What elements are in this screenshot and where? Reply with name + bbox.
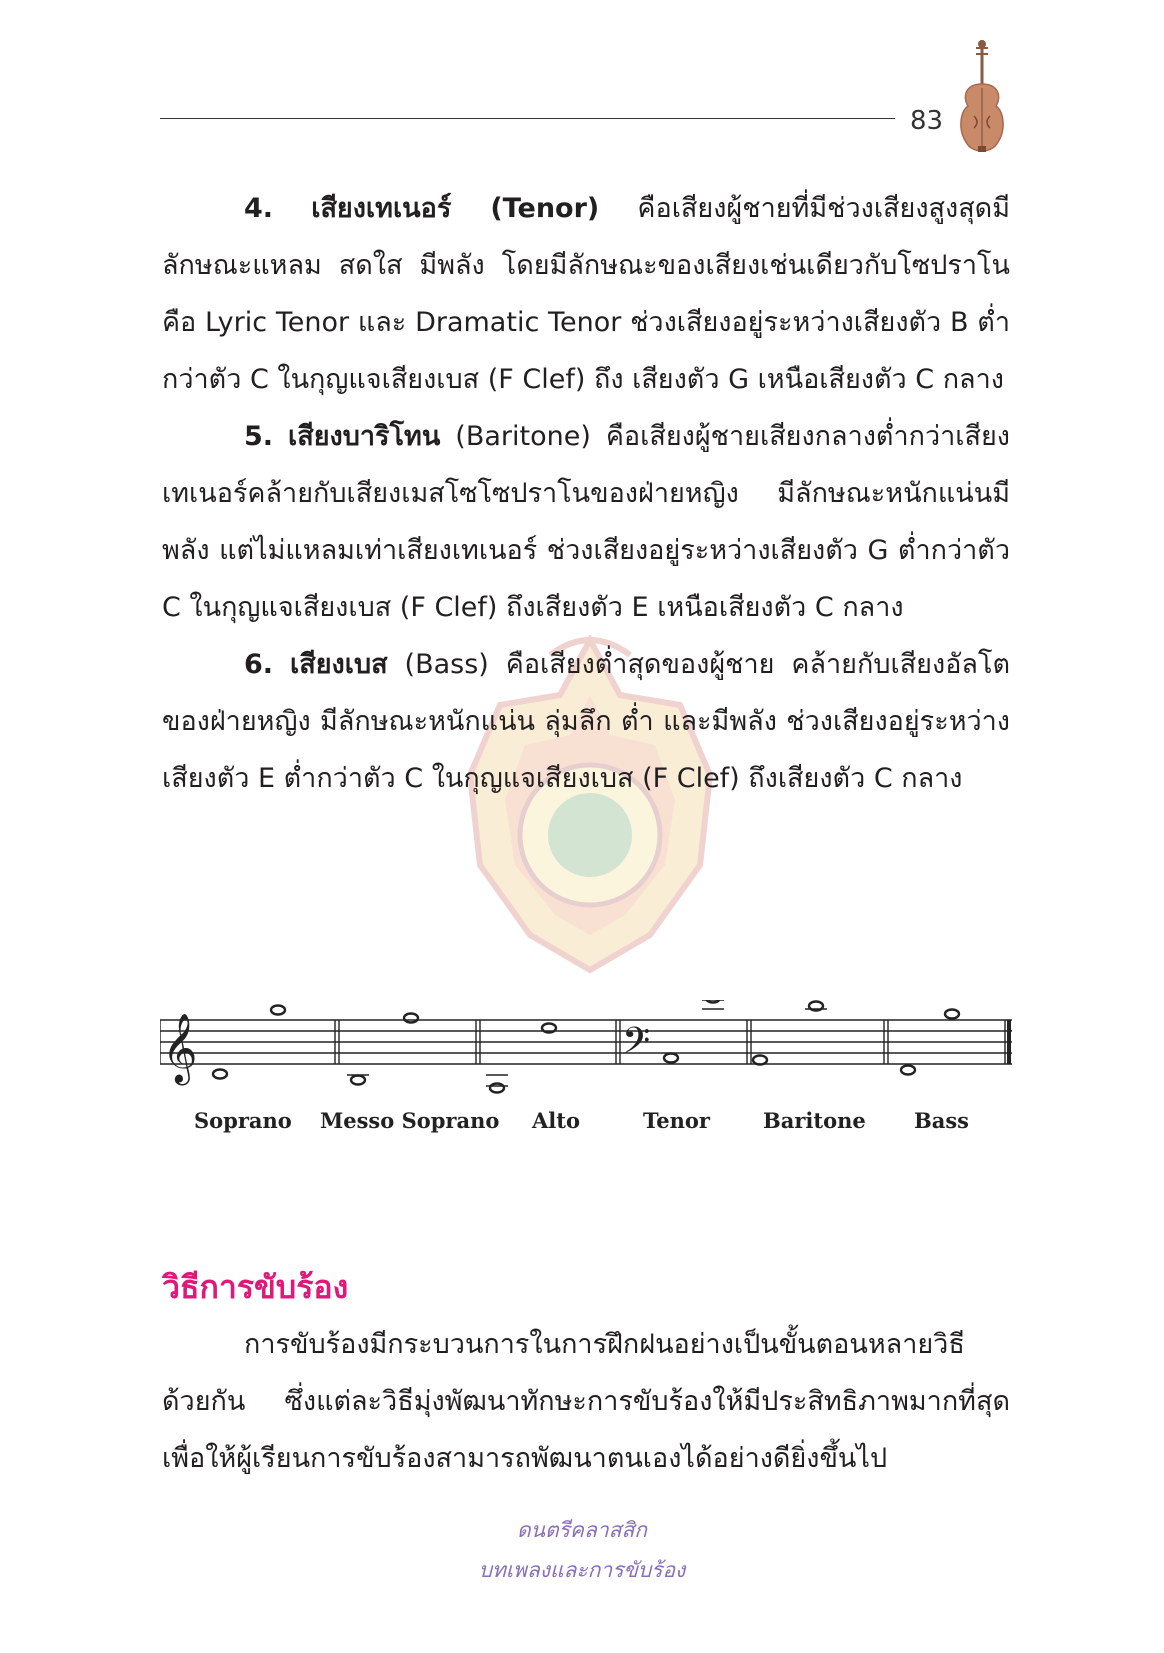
- range-label-baritone: Baritone: [763, 1108, 866, 1133]
- item-number: 6.: [244, 649, 274, 680]
- footer-line-2: บทเพลงและการขับร้อง: [478, 1558, 686, 1582]
- violin-icon: [952, 38, 1012, 166]
- range-label-alto: Alto: [532, 1108, 580, 1133]
- range-notes: [213, 1000, 959, 1093]
- voice-range-staff: [160, 1000, 1012, 1100]
- ledger-lines: [347, 1000, 827, 1086]
- voice-range-labels: [160, 1108, 1012, 1144]
- item-term: เสียงบาริโทน: [288, 421, 441, 452]
- paragraph-tenor: [162, 180, 1010, 408]
- item-term: เสียงเทเนอร์ (Tenor): [311, 193, 600, 224]
- footer: [0, 1510, 1164, 1590]
- section-paragraph: การขับร้องมีกระบวนการในการฝึกฝนอย่างเป็นขั้นตอนหลายวิธีด้วยกัน ซึ่งแต่ละวิธีมุ่งพัฒนาทักษะการขับร้องให้มีประสิทธิภาพมากที่สุด เพื่อให้ผู้เรียนการขับร้องสามารถพัฒนาตนเองได้อย่างดียิ่งขึ้นไป: [162, 1329, 1010, 1474]
- item-number: 4.: [244, 193, 274, 224]
- item-text: (Baritone) คือเสียงผู้ชายเสียงกลางต่ำกว่าเสียงเทเนอร์คล้ายกับเสียงเมสโซโซปราโนของฝ่ายหญิง มีลักษณะหนักแน่นมีพลัง แต่ไม่แหลมเท่าเสียงเทเนอร์ ช่วงเสียงอยู่ระหว่างเสียงตัว G ต่ำกว่าตัว C ในกุญแจเสียงเบส (F Clef) ถึงเสียงตัว E เหนือเสียงตัว C กลาง: [162, 421, 1010, 623]
- paragraph-baritone: [162, 408, 1010, 636]
- section-heading: วิธีการขับร้อง: [162, 1268, 349, 1306]
- item-term: เสียงเบส: [290, 649, 388, 680]
- range-label-bass: Bass: [914, 1108, 970, 1133]
- paragraph-bass: [162, 636, 1010, 807]
- range-label-tenor: Tenor: [643, 1108, 710, 1133]
- footer-line-1: ดนตรีคลาสสิก: [517, 1518, 647, 1542]
- range-label-messo-soprano: Messo Soprano: [320, 1108, 500, 1133]
- header-rule: [160, 118, 895, 119]
- item-text: (Bass) คือเสียงต่ำสุดของผู้ชาย คล้ายกับเสียงอัลโตของฝ่ายหญิง มีลักษณะหนักแน่น ลุ่มลึก ต่ำ และมีพลัง ช่วงเสียงอยู่ระหว่างเสียงตัว E ต่ำกว่าตัว C ในกุญแจเสียงเบส (F Clef) ถึงเสียงตัว C กลาง: [162, 649, 1010, 794]
- bass-clef-icon: 𝄢: [622, 1020, 651, 1071]
- item-text: คือเสียงผู้ชายที่มีช่วงเสียงสูงสุดมีลักษณะแหลม สดใส มีพลัง โดยมีลักษณะของเสียงเช่นเดียวกับโซปราโน คือ Lyric Tenor และ Dramatic Tenor ช่วงเสียงอยู่ระหว่างเสียงตัว B ต่ำกว่าตัว C ในกุญแจเสียงเบส (F Clef) ถึง เสียงตัว G เหนือเสียงตัว C กลาง: [162, 193, 1010, 395]
- voice-types-text: [162, 180, 1010, 807]
- item-number: 5.: [244, 421, 274, 452]
- range-label-soprano: Soprano: [194, 1108, 292, 1133]
- page-number: 83: [910, 106, 944, 136]
- section-intro: [162, 1316, 1010, 1487]
- treble-clef-icon: 𝄞: [162, 1013, 198, 1083]
